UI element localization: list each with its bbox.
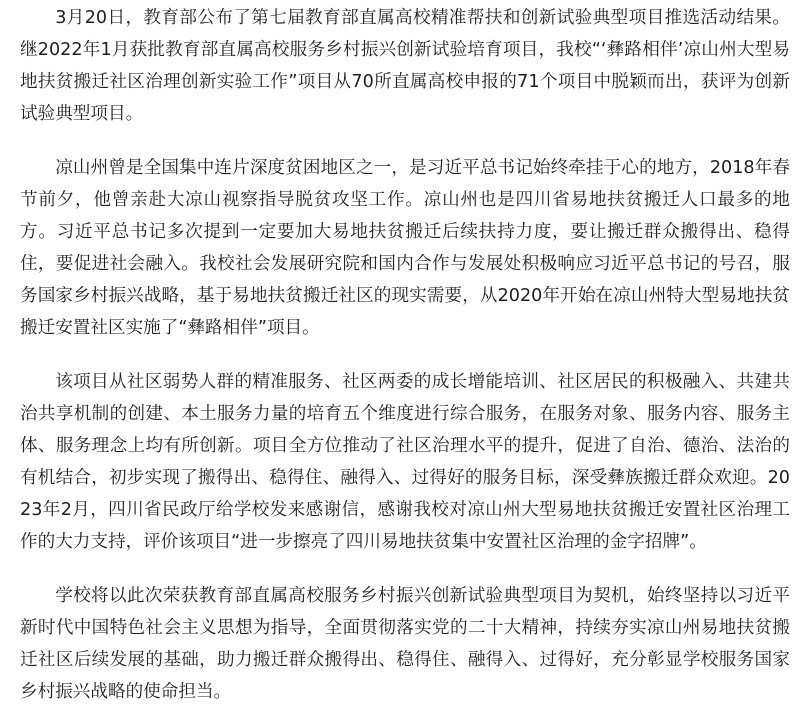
paragraph-announcement: 3月20日，教育部公布了第七届教育部直属高校精准帮扶和创新试验典型项目推选活动结果。继2022年1月获批教育部直属高校服务乡村振兴创新试验培育项目，我校“‘彝路相伴’凉山州大型易地扶贫搬迁社区治理创新实验工作”项目从70所直属高校申报的71个项目中脱颖而出，获评为创新试验典型项目。 (20, 8, 790, 124)
paragraph-outlook: 学校将以此次荣获教育部直属高校服务乡村振兴创新试验典型项目为契机，始终坚持以习近平新时代中国特色社会主义思想为指导，全面贯彻落实党的二十大精神，持续夯实凉山州易地扶贫搬迁社区后续发展的基础，助力搬迁群众搬得出、稳得住、融得入、过得好，充分彰显学校服务国家乡村振兴战略的使命担当。 (20, 586, 790, 702)
paragraph-background: 凉山州曾是全国集中连片深度贫困地区之一，是习近平总书记始终牵挂于心的地方，2018年春节前夕，他曾亲赴大凉山视察指导脱贫攻坚工作。凉山州也是四川省易地扶贫搬迁人口最多的地方。习近平总书记多次提到一定要加大易地扶贫搬迁后续扶持力度，要让搬迁群众搬得出、稳得住，要促进社会融入。我校社会发展研究院和国内合作与发展处积极响应习近平总书记的号召，服务国家乡村振兴战略，基于易地扶贫搬迁社区的现实需要，从2020年开始在凉山州特大型易地扶贫搬迁安置社区实施了“彝路相伴”项目。 (20, 158, 790, 338)
paragraph-project-details: 该项目从社区弱势人群的精准服务、社区两委的成长增能培训、社区居民的积极融入、共建共治共享机制的创建、本土服务力量的培育五个维度进行综合服务，在服务对象、服务内容、服务主体、服务理念上均有所创新。项目全方位推动了社区治理水平的提升，促进了自治、德治、法治的有机结合，初步实现了搬得出、稳得住、融得入、过得好的服务目标，深受彝族搬迁群众欢迎。2023年2月，四川省民政厅给学校发来感谢信，感谢我校对凉山州大型易地扶贫搬迁安置社区治理工作的大力支持，评价该项目“进一步擦亮了四川易地扶贫集中安置社区治理的金字招牌”。 (20, 372, 790, 552)
article-body (20, 2, 790, 708)
